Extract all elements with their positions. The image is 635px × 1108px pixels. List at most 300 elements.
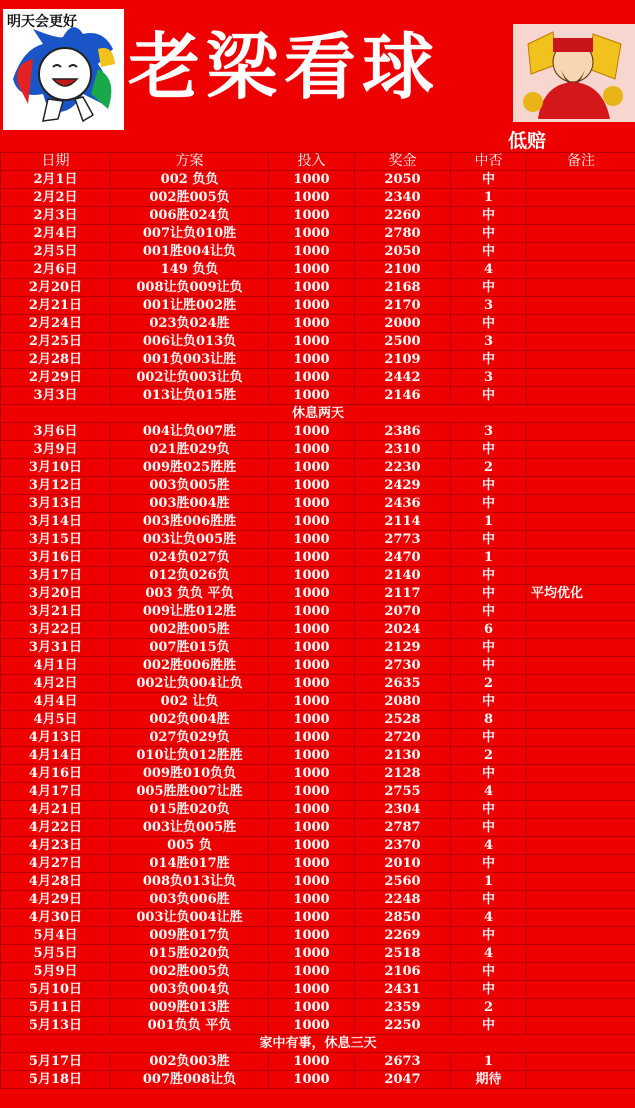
note-cell [527, 621, 635, 639]
hit-cell: 中 [451, 351, 527, 369]
date-cell: 3月15日 [1, 531, 111, 549]
plan-cell: 007胜008让负 [111, 1071, 269, 1089]
note-cell [527, 315, 635, 333]
stake-cell: 1000 [269, 333, 355, 351]
note-cell [527, 549, 635, 567]
date-cell: 4月21日 [1, 801, 111, 819]
stake-cell: 1000 [269, 351, 355, 369]
date-cell: 3月16日 [1, 549, 111, 567]
plan-cell: 006胜024负 [111, 207, 269, 225]
plan-cell: 006让负013负 [111, 333, 269, 351]
hit-cell: 1 [451, 513, 527, 531]
betting-record-table [0, 152, 635, 1089]
prize-cell: 2129 [355, 639, 451, 657]
stake-cell: 1000 [269, 549, 355, 567]
smiling-star-mascot-icon [3, 9, 124, 130]
prize-cell: 2370 [355, 837, 451, 855]
stake-cell: 1000 [269, 477, 355, 495]
note-cell: 平均优化 [527, 585, 635, 603]
plan-cell: 005 负 [111, 837, 269, 855]
table-row [1, 783, 635, 801]
plan-cell: 015胜020负 [111, 801, 269, 819]
stake-cell: 1000 [269, 855, 355, 873]
table-row [1, 207, 635, 225]
table-row [1, 657, 635, 675]
date-cell: 4月28日 [1, 873, 111, 891]
page-header [0, 0, 635, 152]
prize-cell: 2170 [355, 297, 451, 315]
date-cell: 5月13日 [1, 1017, 111, 1035]
date-cell: 5月17日 [1, 1053, 111, 1071]
plan-cell: 023负024胜 [111, 315, 269, 333]
stake-cell: 1000 [269, 279, 355, 297]
hit-cell: 中 [451, 603, 527, 621]
note-cell [527, 423, 635, 441]
table-row [1, 315, 635, 333]
date-cell: 5月4日 [1, 927, 111, 945]
prize-cell: 2635 [355, 675, 451, 693]
note-cell [527, 1017, 635, 1035]
rest-row [1, 1035, 635, 1053]
stake-cell: 1000 [269, 981, 355, 999]
table-row [1, 963, 635, 981]
table-row [1, 819, 635, 837]
stake-cell: 1000 [269, 171, 355, 189]
stake-cell: 1000 [269, 261, 355, 279]
plan-cell: 003胜006胜胜 [111, 513, 269, 531]
plan-cell: 001负负 平负 [111, 1017, 269, 1035]
prize-cell: 2010 [355, 855, 451, 873]
stake-cell: 1000 [269, 423, 355, 441]
hit-cell: 中 [451, 657, 527, 675]
stake-cell: 1000 [269, 819, 355, 837]
note-cell [527, 783, 635, 801]
note-cell [527, 891, 635, 909]
note-cell [527, 369, 635, 387]
prize-cell: 2140 [355, 567, 451, 585]
stake-cell: 1000 [269, 747, 355, 765]
note-cell [527, 387, 635, 405]
table-row [1, 171, 635, 189]
note-cell [527, 333, 635, 351]
table-row [1, 639, 635, 657]
note-cell [527, 747, 635, 765]
plan-cell: 003负005胜 [111, 477, 269, 495]
stake-cell: 1000 [269, 639, 355, 657]
plan-cell: 005胜胜007让胜 [111, 783, 269, 801]
hit-cell: 2 [451, 459, 527, 477]
date-cell: 3月6日 [1, 423, 111, 441]
note-cell [527, 963, 635, 981]
date-cell: 5月5日 [1, 945, 111, 963]
prize-cell: 2850 [355, 909, 451, 927]
plan-cell: 003负006胜 [111, 891, 269, 909]
table-row [1, 513, 635, 531]
hit-cell: 中 [451, 387, 527, 405]
prize-cell: 2429 [355, 477, 451, 495]
stake-cell: 1000 [269, 729, 355, 747]
date-cell: 4月16日 [1, 765, 111, 783]
stake-cell: 1000 [269, 189, 355, 207]
hit-cell: 2 [451, 999, 527, 1017]
note-cell [527, 945, 635, 963]
plan-cell: 009让胜012胜 [111, 603, 269, 621]
prize-cell: 2500 [355, 333, 451, 351]
table-row [1, 387, 635, 405]
table-row [1, 333, 635, 351]
table-row [1, 729, 635, 747]
rest-note: 休息两天 [1, 405, 635, 423]
hit-cell: 中 [451, 855, 527, 873]
hit-cell: 1 [451, 549, 527, 567]
stake-cell: 1000 [269, 873, 355, 891]
plan-cell: 002胜005负 [111, 963, 269, 981]
prize-cell: 2340 [355, 189, 451, 207]
note-cell [527, 711, 635, 729]
stake-cell: 1000 [269, 945, 355, 963]
hit-cell: 期待 [451, 1071, 527, 1089]
date-cell: 5月18日 [1, 1071, 111, 1089]
table-row [1, 243, 635, 261]
date-cell: 3月3日 [1, 387, 111, 405]
hit-cell: 2 [451, 747, 527, 765]
stake-cell: 1000 [269, 315, 355, 333]
table-row [1, 801, 635, 819]
table-row [1, 873, 635, 891]
hit-cell: 1 [451, 873, 527, 891]
hit-cell: 中 [451, 477, 527, 495]
stake-cell: 1000 [269, 891, 355, 909]
stake-cell: 1000 [269, 567, 355, 585]
stake-cell: 1000 [269, 495, 355, 513]
hit-cell: 1 [451, 189, 527, 207]
plan-cell: 008负013让负 [111, 873, 269, 891]
date-cell: 4月1日 [1, 657, 111, 675]
plan-cell: 009胜010负负 [111, 765, 269, 783]
stake-cell: 1000 [269, 207, 355, 225]
prize-cell: 2730 [355, 657, 451, 675]
column-header-plan: 方案 [111, 153, 269, 171]
prize-cell: 2359 [355, 999, 451, 1017]
table-row [1, 225, 635, 243]
note-cell [527, 351, 635, 369]
plan-cell: 002胜005负 [111, 189, 269, 207]
table-row [1, 297, 635, 315]
hit-cell: 中 [451, 963, 527, 981]
date-cell: 4月27日 [1, 855, 111, 873]
column-header-note: 备注 [527, 153, 635, 171]
table-row [1, 189, 635, 207]
hit-cell: 中 [451, 207, 527, 225]
prize-cell: 2168 [355, 279, 451, 297]
date-cell: 3月31日 [1, 639, 111, 657]
prize-cell: 2470 [355, 549, 451, 567]
plan-cell: 009胜025胜胜 [111, 459, 269, 477]
note-cell [527, 675, 635, 693]
plan-cell: 001让胜002胜 [111, 297, 269, 315]
note-cell [527, 477, 635, 495]
plan-cell: 009胜013胜 [111, 999, 269, 1017]
hit-cell: 3 [451, 423, 527, 441]
hit-cell: 中 [451, 981, 527, 999]
prize-cell: 2310 [355, 441, 451, 459]
prize-cell: 2304 [355, 801, 451, 819]
stake-cell: 1000 [269, 999, 355, 1017]
date-cell: 3月20日 [1, 585, 111, 603]
note-cell [527, 1053, 635, 1071]
table-row [1, 603, 635, 621]
prize-cell: 2518 [355, 945, 451, 963]
table-row [1, 981, 635, 999]
table-row [1, 1053, 635, 1071]
table-row [1, 927, 635, 945]
prize-cell: 2269 [355, 927, 451, 945]
plan-cell: 012负026负 [111, 567, 269, 585]
table-row [1, 747, 635, 765]
note-cell [527, 459, 635, 477]
prize-cell: 2050 [355, 171, 451, 189]
hit-cell: 中 [451, 891, 527, 909]
stake-cell: 1000 [269, 621, 355, 639]
plan-cell: 027负029负 [111, 729, 269, 747]
plan-cell: 002胜006胜胜 [111, 657, 269, 675]
rest-note: 家中有事，休息三天 [1, 1035, 635, 1053]
table-row [1, 765, 635, 783]
hit-cell: 3 [451, 369, 527, 387]
note-cell [527, 567, 635, 585]
table-row [1, 945, 635, 963]
stake-cell: 1000 [269, 765, 355, 783]
rest-row [1, 405, 635, 423]
plan-cell: 007胜015负 [111, 639, 269, 657]
date-cell: 4月13日 [1, 729, 111, 747]
plan-cell: 002胜005胜 [111, 621, 269, 639]
note-cell [527, 765, 635, 783]
subtitle-low-odds: 低赔 [508, 130, 547, 152]
column-header-date: 日期 [1, 153, 111, 171]
note-cell [527, 531, 635, 549]
note-cell [527, 243, 635, 261]
date-cell: 3月14日 [1, 513, 111, 531]
table-row [1, 909, 635, 927]
note-cell [527, 873, 635, 891]
note-cell [527, 657, 635, 675]
column-header-stake: 投入 [269, 153, 355, 171]
prize-cell: 2000 [355, 315, 451, 333]
plan-cell: 013让负015胜 [111, 387, 269, 405]
plan-cell: 008让负009让负 [111, 279, 269, 297]
date-cell: 3月17日 [1, 567, 111, 585]
note-cell [527, 1071, 635, 1089]
date-cell: 5月10日 [1, 981, 111, 999]
plan-cell: 001负003让胜 [111, 351, 269, 369]
note-cell [527, 837, 635, 855]
stake-cell: 1000 [269, 531, 355, 549]
date-cell: 2月4日 [1, 225, 111, 243]
prize-cell: 2787 [355, 819, 451, 837]
god-of-wealth-icon [513, 24, 635, 122]
table-row [1, 567, 635, 585]
plan-cell: 015胜020负 [111, 945, 269, 963]
plan-cell: 002负004胜 [111, 711, 269, 729]
plan-cell: 007让负010胜 [111, 225, 269, 243]
note-cell [527, 639, 635, 657]
date-cell: 2月3日 [1, 207, 111, 225]
date-cell: 3月10日 [1, 459, 111, 477]
table-row [1, 585, 635, 603]
stake-cell: 1000 [269, 837, 355, 855]
date-cell: 4月29日 [1, 891, 111, 909]
table-row [1, 369, 635, 387]
prize-cell: 2128 [355, 765, 451, 783]
table-row [1, 837, 635, 855]
prize-cell: 2248 [355, 891, 451, 909]
prize-cell: 2442 [355, 369, 451, 387]
note-cell [527, 261, 635, 279]
note-cell [527, 513, 635, 531]
table-row [1, 1071, 635, 1089]
stake-cell: 1000 [269, 513, 355, 531]
plan-cell: 003 负负 平负 [111, 585, 269, 603]
prize-cell: 2260 [355, 207, 451, 225]
prize-cell: 2528 [355, 711, 451, 729]
hit-cell: 中 [451, 585, 527, 603]
date-cell: 2月28日 [1, 351, 111, 369]
date-cell: 3月12日 [1, 477, 111, 495]
plan-cell: 024负027负 [111, 549, 269, 567]
hit-cell: 中 [451, 765, 527, 783]
prize-cell: 2250 [355, 1017, 451, 1035]
stake-cell: 1000 [269, 369, 355, 387]
stake-cell: 1000 [269, 927, 355, 945]
stake-cell: 1000 [269, 1017, 355, 1035]
plan-cell: 002让负003让负 [111, 369, 269, 387]
date-cell: 2月29日 [1, 369, 111, 387]
stake-cell: 1000 [269, 225, 355, 243]
note-cell [527, 603, 635, 621]
stake-cell: 1000 [269, 387, 355, 405]
table-row [1, 693, 635, 711]
plan-cell: 010让负012胜胜 [111, 747, 269, 765]
hit-cell: 3 [451, 297, 527, 315]
date-cell: 3月22日 [1, 621, 111, 639]
table-row [1, 459, 635, 477]
table-row [1, 711, 635, 729]
hit-cell: 中 [451, 171, 527, 189]
plan-cell: 003胜004胜 [111, 495, 269, 513]
date-cell: 5月11日 [1, 999, 111, 1017]
prize-cell: 2117 [355, 585, 451, 603]
note-cell [527, 495, 635, 513]
stake-cell: 1000 [269, 675, 355, 693]
mascot-logo [3, 9, 124, 130]
plan-cell: 149 负负 [111, 261, 269, 279]
note-cell [527, 693, 635, 711]
note-cell [527, 297, 635, 315]
hit-cell: 中 [451, 1017, 527, 1035]
prize-cell: 2114 [355, 513, 451, 531]
prize-cell: 2773 [355, 531, 451, 549]
prize-cell: 2050 [355, 243, 451, 261]
hit-cell: 6 [451, 621, 527, 639]
prize-cell: 2024 [355, 621, 451, 639]
hit-cell: 3 [451, 333, 527, 351]
prize-cell: 2755 [355, 783, 451, 801]
date-cell: 3月21日 [1, 603, 111, 621]
date-cell: 2月1日 [1, 171, 111, 189]
date-cell: 4月14日 [1, 747, 111, 765]
table-row [1, 1017, 635, 1035]
hit-cell: 4 [451, 945, 527, 963]
date-cell: 4月2日 [1, 675, 111, 693]
hit-cell: 中 [451, 531, 527, 549]
hit-cell: 4 [451, 837, 527, 855]
date-cell: 3月9日 [1, 441, 111, 459]
prize-cell: 2146 [355, 387, 451, 405]
date-cell: 4月17日 [1, 783, 111, 801]
note-cell [527, 999, 635, 1017]
note-cell [527, 819, 635, 837]
plan-cell: 003让负005胜 [111, 531, 269, 549]
plan-cell: 001胜004让负 [111, 243, 269, 261]
stake-cell: 1000 [269, 801, 355, 819]
note-cell [527, 279, 635, 297]
prize-cell: 2431 [355, 981, 451, 999]
table-row [1, 549, 635, 567]
stake-cell: 1000 [269, 297, 355, 315]
slogan-text: 明天会更好 [7, 14, 77, 30]
plan-cell: 003负004负 [111, 981, 269, 999]
prize-cell: 2100 [355, 261, 451, 279]
note-cell [527, 441, 635, 459]
stake-cell: 1000 [269, 963, 355, 981]
table-row [1, 351, 635, 369]
stake-cell: 1000 [269, 1071, 355, 1089]
page-title: 老梁看球 [128, 24, 441, 109]
hit-cell: 中 [451, 801, 527, 819]
prize-cell: 2386 [355, 423, 451, 441]
plan-cell: 002负003胜 [111, 1053, 269, 1071]
hit-cell: 4 [451, 261, 527, 279]
date-cell: 2月25日 [1, 333, 111, 351]
hit-cell: 中 [451, 927, 527, 945]
column-header-prize: 奖金 [355, 153, 451, 171]
table-row [1, 855, 635, 873]
note-cell [527, 189, 635, 207]
hit-cell: 中 [451, 729, 527, 747]
plan-cell: 009胜017负 [111, 927, 269, 945]
note-cell [527, 909, 635, 927]
date-cell: 4月5日 [1, 711, 111, 729]
plan-cell: 003让负005胜 [111, 819, 269, 837]
plan-cell: 004让负007胜 [111, 423, 269, 441]
stake-cell: 1000 [269, 585, 355, 603]
table-row [1, 891, 635, 909]
date-cell: 2月2日 [1, 189, 111, 207]
date-cell: 2月21日 [1, 297, 111, 315]
note-cell [527, 855, 635, 873]
note-cell [527, 981, 635, 999]
note-cell [527, 225, 635, 243]
hit-cell: 4 [451, 783, 527, 801]
table-header-row [1, 153, 635, 171]
date-cell: 5月9日 [1, 963, 111, 981]
prize-cell: 2673 [355, 1053, 451, 1071]
date-cell: 2月20日 [1, 279, 111, 297]
stake-cell: 1000 [269, 603, 355, 621]
stake-cell: 1000 [269, 657, 355, 675]
table-row [1, 621, 635, 639]
